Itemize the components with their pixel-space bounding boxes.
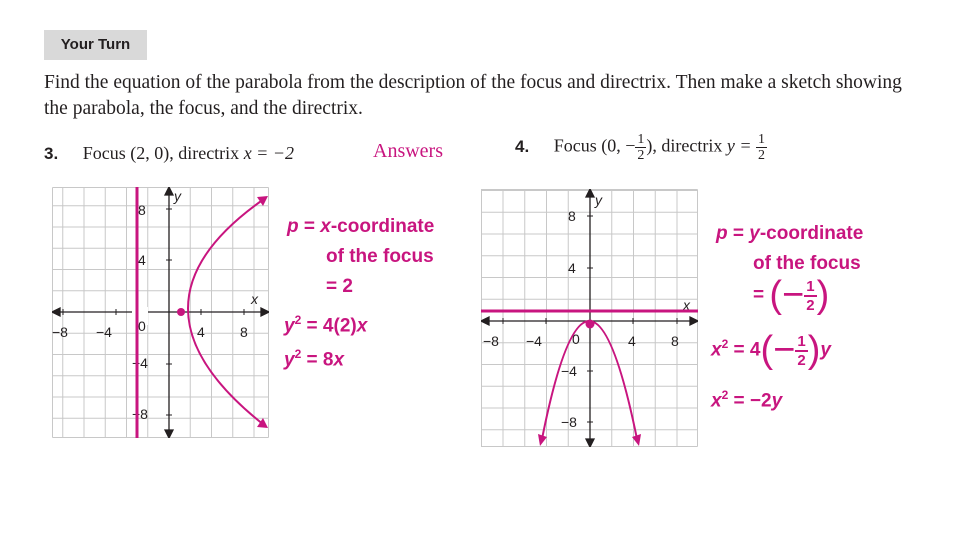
graph-4-x-tick-label: −4 xyxy=(526,333,542,349)
work-3-p-symbol: p xyxy=(287,216,299,237)
problem-3-directrix-equation: x = −2 xyxy=(243,143,294,163)
graph-4-x-tick-label: 8 xyxy=(671,333,679,349)
work-3-y-symbol: y xyxy=(284,349,295,371)
work-4-close-paren: ) xyxy=(807,329,821,371)
problem-4-directrix-fraction xyxy=(756,132,767,163)
work-4-y-symbol: y xyxy=(749,223,760,244)
graph-3-x-axis-label: x xyxy=(251,291,258,307)
instructions-text: Find the equation of the parabola from the description of the focus and directrix. Then make a sketch showing the parabola, the focus, and the directrix. xyxy=(44,72,902,119)
work-3-equals: = xyxy=(298,216,321,237)
graph-4-x-tick-label: 4 xyxy=(628,333,636,349)
work-3-line-1 xyxy=(287,216,434,238)
problem-3-focus-value: (2, 0), xyxy=(130,143,174,163)
work-3-x-symbol: x xyxy=(320,216,331,237)
work-4-line-2: of the focus xyxy=(753,253,861,274)
problem-4-directrix-numerator: 1 xyxy=(757,132,765,147)
work-4-line-3 xyxy=(753,274,829,317)
answers-label: Answers xyxy=(373,140,443,162)
work-4-equals: = xyxy=(727,223,750,244)
work-4-exponent: 2 xyxy=(721,337,729,352)
graph-4-y-tick-label: 4 xyxy=(568,260,576,276)
graph-4-arrow-left xyxy=(538,434,547,446)
graph-3-y-tick-label: 4 xyxy=(138,252,146,268)
work-4-fraction xyxy=(804,278,816,314)
problem-4-focus-label: Focus xyxy=(553,135,597,156)
problem-4-focus-fraction xyxy=(635,132,646,163)
work-4-line-5 xyxy=(711,388,782,412)
work-3-line-5 xyxy=(284,347,344,371)
work-4-open-paren: (− xyxy=(769,274,805,316)
graph-4-x-tick-label: 0 xyxy=(572,331,580,347)
problem-3-focus-label: Focus xyxy=(82,143,126,163)
problem-4-directrix-equation: y = xyxy=(726,135,752,156)
work-4-close-paren: ) xyxy=(816,274,830,316)
problem-4-focus-denominator: 2 xyxy=(637,148,645,163)
problem-4 xyxy=(515,132,767,163)
work-3-y-symbol: y xyxy=(284,315,295,337)
work-4-denominator: 2 xyxy=(806,296,815,314)
problem-4-focus-open: (0, − xyxy=(601,135,636,156)
work-4-p-symbol: p xyxy=(716,223,728,244)
graph-4-y-tick-label: −8 xyxy=(561,414,577,430)
work-4-equation-middle: = −2 xyxy=(728,390,772,412)
problem-3 xyxy=(44,143,294,164)
work-3-x-symbol: x xyxy=(333,349,345,371)
graph-3-x-tick-label: −8 xyxy=(52,324,68,340)
work-4-y-symbol: y xyxy=(820,339,831,361)
graph-3-y-tick-label: −8 xyxy=(132,406,148,422)
graph-3-x-tick-label: 4 xyxy=(197,324,205,340)
work-3-coordinate-text: -coordinate xyxy=(330,216,435,237)
problem-3-directrix-label: directrix xyxy=(178,143,240,163)
work-3-equation-middle: = 4(2) xyxy=(301,315,357,337)
graph-3-y-tick-label: −4 xyxy=(132,355,148,371)
work-4-exponent: 2 xyxy=(721,388,729,402)
problem-3-number: 3. xyxy=(44,144,59,163)
work-4-numerator: 1 xyxy=(797,332,806,350)
problem-4-focus-close: ), xyxy=(646,135,657,156)
work-4-x-symbol: x xyxy=(711,390,722,412)
graph-3-y-axis-label: y xyxy=(174,188,181,204)
work-3-line-4 xyxy=(284,313,367,337)
graph-4-x-tick-label: −8 xyxy=(483,333,499,349)
work-4-y-symbol: y xyxy=(771,390,783,412)
work-4-x-symbol: x xyxy=(711,339,722,361)
graph-4-y-tick-label: −4 xyxy=(561,363,577,379)
graph-4-y-axis-label: y xyxy=(595,192,602,208)
work-4-coordinate-text: -coordinate xyxy=(759,223,864,244)
work-4-denominator: 2 xyxy=(797,351,806,369)
graph-problem-4 xyxy=(481,189,698,447)
your-turn-tag: Your Turn xyxy=(44,30,147,60)
graph-3-arrow-upper xyxy=(257,196,268,206)
work-4-line-4 xyxy=(711,329,831,372)
work-4-open-paren: (− xyxy=(760,329,796,371)
graph-4-focus-point xyxy=(586,320,595,329)
work-3-exponent: 2 xyxy=(294,347,302,361)
graph-3-y-tick-label: 8 xyxy=(138,202,146,218)
graph-3-x-tick-label: 0 xyxy=(138,318,146,334)
problem-4-directrix-denominator: 2 xyxy=(757,148,765,163)
graph-3-x-tick-label: 8 xyxy=(240,324,248,340)
problem-4-directrix-label: directrix xyxy=(661,135,723,156)
work-4-line-1 xyxy=(716,223,863,245)
graph-4-y-tick-label: 8 xyxy=(568,208,576,224)
problem-4-number: 4. xyxy=(515,136,530,156)
work-3-exponent: 2 xyxy=(294,313,302,327)
graph-3-x-tick-label: −4 xyxy=(96,324,112,340)
work-3-x-symbol: x xyxy=(356,315,368,337)
work-4-numerator: 1 xyxy=(806,277,815,295)
work-3-line-2: of the focus xyxy=(326,246,434,267)
graph-problem-3 xyxy=(52,187,269,438)
graph-3-focus-point xyxy=(177,308,185,316)
work-3-line-3: = 2 xyxy=(326,276,353,297)
work-4-equals: = xyxy=(753,284,765,306)
graph-4-x-axis-label: x xyxy=(683,297,690,313)
work-4-equation-middle: = 4 xyxy=(728,339,761,361)
problem-4-focus-numerator: 1 xyxy=(637,132,645,147)
work-4-fraction xyxy=(795,333,807,369)
work-3-equation-middle: = 8 xyxy=(301,349,334,371)
